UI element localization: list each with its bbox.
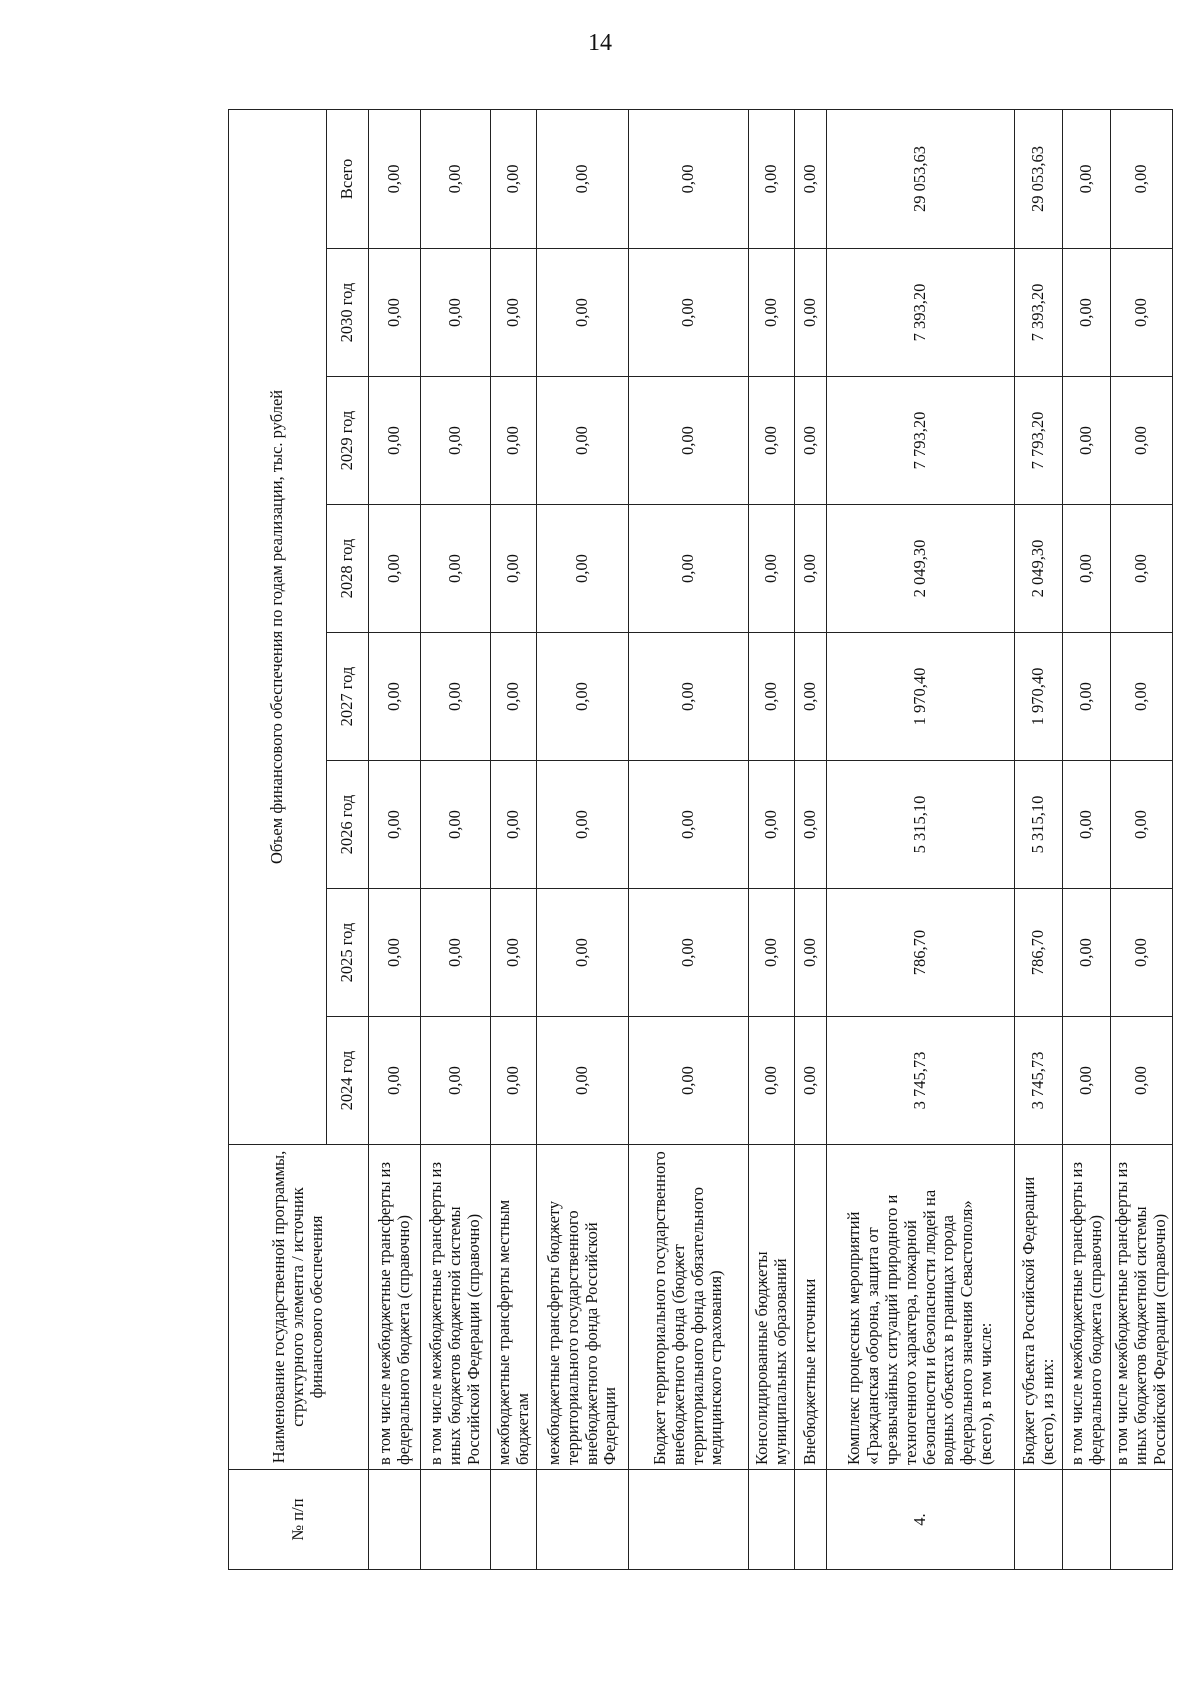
row-value: 0,00 [421,633,491,761]
row-name: межбюджетные трансферты местным бюджетам [491,1145,537,1470]
row-value: 0,00 [795,889,827,1017]
row-value: 0,00 [629,377,749,505]
row-value: 0,00 [1063,889,1111,1017]
row-value: 0,00 [1111,889,1173,1017]
row-value: 0,00 [1111,633,1173,761]
row-value: 0,00 [421,1017,491,1145]
row-name: Бюджет территориального государственного внебюджетного фонда (бюджет территориального фонда обязательного медицинского страхования) [629,1145,749,1470]
row-name: в том числе межбюджетные трансферты из иных бюджетов бюджетной системы Российской Федерации (справочно) [1111,1145,1173,1470]
row-value: 0,00 [1111,1017,1173,1145]
header-volume: Объем финансового обеспечения по годам реализации, тыс. рублей [229,109,327,1144]
row-name: в том числе межбюджетные трансферты из федерального бюджета (справочно) [369,1145,421,1470]
row-value: 0,00 [491,761,537,889]
table-row [537,109,629,1569]
row-total: 29 053,63 [1015,109,1063,248]
row-name: Внебюджетные источники [795,1145,827,1470]
row-value: 0,00 [421,889,491,1017]
row-value: 2 049,30 [1015,505,1063,633]
header-total: Всего [327,109,369,248]
row-value: 0,00 [491,505,537,633]
table-row [491,109,537,1569]
row-number [537,1470,629,1570]
row-value: 0,00 [629,249,749,377]
row-value: 0,00 [537,761,629,889]
row-value: 0,00 [369,889,421,1017]
row-number [1111,1470,1173,1570]
header-name: Наименование государственной программы, структурного элемента / источник финансового обеспечения [229,1145,369,1470]
row-value: 0,00 [491,249,537,377]
row-value: 0,00 [795,505,827,633]
table-row [1063,109,1111,1569]
row-number [421,1470,491,1570]
header-year: 2030 год [327,249,369,377]
row-total: 0,00 [1111,109,1173,248]
row-value: 0,00 [749,633,795,761]
row-total: 0,00 [1063,109,1111,248]
row-value: 0,00 [749,505,795,633]
table-row [1111,109,1173,1569]
row-value: 0,00 [795,1017,827,1145]
row-value: 0,00 [537,249,629,377]
row-number [795,1470,827,1570]
row-number [749,1470,795,1570]
row-name: в том числе межбюджетные трансферты из иных бюджетов бюджетной системы Российской Федерации (справочно) [421,1145,491,1470]
row-name: в том числе межбюджетные трансферты из федерального бюджета (справочно) [1063,1145,1111,1470]
row-value: 0,00 [629,1017,749,1145]
row-value: 7 793,20 [827,377,1015,505]
header-year: 2026 год [327,761,369,889]
row-number [369,1470,421,1570]
row-value: 3 745,73 [1015,1017,1063,1145]
row-value: 0,00 [629,889,749,1017]
header-year: 2024 год [327,1017,369,1145]
row-value: 0,00 [749,249,795,377]
row-value: 7 393,20 [827,249,1015,377]
row-value: 0,00 [369,1017,421,1145]
row-number: 4. [827,1470,1015,1570]
row-value: 0,00 [537,633,629,761]
row-value: 0,00 [795,633,827,761]
row-name: Комплекс процессных мероприятий «Гражданская оборона, защита от чрезвычайных ситуаций природного и техногенного характера, пожарной безопасности и безопасности людей на водных объектах в границах города федерального значения Севастополя» (всего), в том числе: [827,1145,1015,1470]
row-total: 0,00 [537,109,629,248]
table-row [795,109,827,1569]
row-value: 0,00 [421,761,491,889]
row-total: 0,00 [629,109,749,248]
row-value: 0,00 [491,1017,537,1145]
row-value: 0,00 [1111,761,1173,889]
row-value: 0,00 [369,377,421,505]
rotated-table-container [228,110,1200,1570]
row-value: 0,00 [491,633,537,761]
row-value: 0,00 [537,1017,629,1145]
row-value: 0,00 [749,761,795,889]
page-number: 14 [588,30,612,56]
row-name: Консолидированные бюджеты муниципальных образований [749,1145,795,1470]
row-value: 0,00 [749,889,795,1017]
row-value: 0,00 [1111,505,1173,633]
row-value: 0,00 [421,377,491,505]
row-number [629,1470,749,1570]
header-year: 2027 год [327,633,369,761]
row-total: 0,00 [491,109,537,248]
row-value: 1 970,40 [1015,633,1063,761]
row-value: 2 049,30 [827,505,1015,633]
row-value: 786,70 [827,889,1015,1017]
header-year: 2028 год [327,505,369,633]
row-value: 0,00 [369,505,421,633]
row-value: 0,00 [795,761,827,889]
row-value: 3 745,73 [827,1017,1015,1145]
row-value: 0,00 [1063,505,1111,633]
table-row [421,109,491,1569]
row-value: 0,00 [629,505,749,633]
row-value: 1 970,40 [827,633,1015,761]
row-value: 5 315,10 [1015,761,1063,889]
row-name: межбюджетные трансферты бюджету территориального государственного внебюджетного фонда Российской Федерации [537,1145,629,1470]
table-row [827,109,1015,1569]
row-value: 0,00 [1063,761,1111,889]
row-value: 0,00 [537,505,629,633]
row-total: 0,00 [421,109,491,248]
row-value: 0,00 [1063,1017,1111,1145]
row-value: 0,00 [629,761,749,889]
row-value: 0,00 [421,249,491,377]
row-value: 0,00 [749,1017,795,1145]
row-number [1063,1470,1111,1570]
row-value: 0,00 [629,633,749,761]
row-value: 7 793,20 [1015,377,1063,505]
row-value: 0,00 [369,761,421,889]
row-value: 0,00 [1063,633,1111,761]
row-total: 0,00 [795,109,827,248]
row-number [491,1470,537,1570]
row-value: 0,00 [537,377,629,505]
row-value: 0,00 [749,377,795,505]
row-value: 0,00 [1111,249,1173,377]
row-value: 0,00 [1111,377,1173,505]
row-value: 0,00 [369,249,421,377]
row-number [1015,1470,1063,1570]
row-total: 29 053,63 [827,109,1015,248]
row-value: 0,00 [491,377,537,505]
table-body [369,109,1173,1569]
table-row [1015,109,1063,1569]
row-value: 0,00 [369,633,421,761]
financing-table [228,109,1173,1570]
row-value: 786,70 [1015,889,1063,1017]
table-header [229,109,369,1569]
row-value: 5 315,10 [827,761,1015,889]
row-value: 0,00 [795,249,827,377]
table-row [629,109,749,1569]
row-value: 0,00 [537,889,629,1017]
row-value: 0,00 [421,505,491,633]
row-value: 0,00 [795,377,827,505]
header-year: 2029 год [327,377,369,505]
row-value: 0,00 [1063,377,1111,505]
row-value: 7 393,20 [1015,249,1063,377]
row-value: 0,00 [491,889,537,1017]
row-total: 0,00 [749,109,795,248]
row-value: 0,00 [1063,249,1111,377]
header-year: 2025 год [327,889,369,1017]
row-total: 0,00 [369,109,421,248]
header-npp: № п/п [229,1470,369,1570]
row-name: Бюджет субъекта Российской Федерации (всего), из них: [1015,1145,1063,1470]
table-row [369,109,421,1569]
table-row [749,109,795,1569]
